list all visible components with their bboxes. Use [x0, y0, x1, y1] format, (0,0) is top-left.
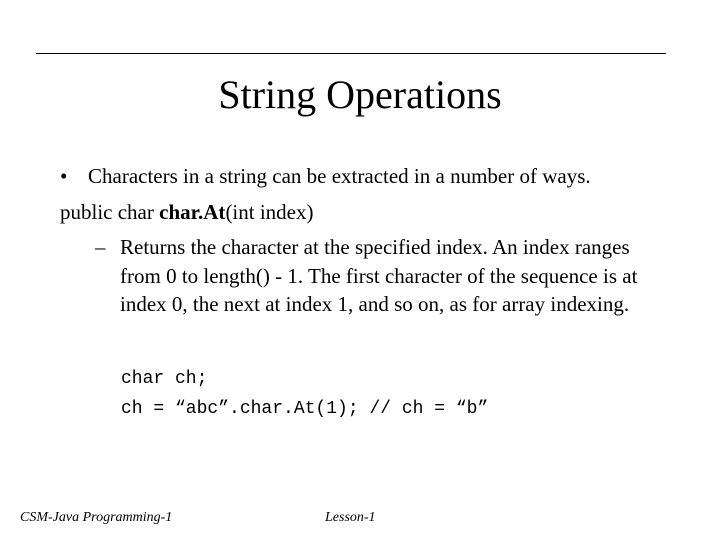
code-example: [121, 364, 488, 424]
sub-bullet-text: Returns the character at the specified index. An index ranges from 0 to length() - 1. The first character of the sequence is at index 0, the next at index 1, and so on, as for array indexing.: [120, 235, 638, 316]
sub-bullet-marker: –: [95, 235, 106, 259]
bullet-item: [60, 162, 591, 190]
footer-lesson: Lesson-1: [325, 510, 376, 525]
code-line-2: ch = “abc”.char.At(1); // ch = “b”: [121, 399, 489, 419]
top-divider: [36, 53, 666, 54]
method-prefix: public char: [60, 200, 160, 224]
slide-title: String Operations: [218, 72, 502, 117]
method-name: char.At: [159, 200, 226, 224]
code-line-1: char ch;: [121, 369, 208, 389]
footer-course: CSM-Java Programming-1: [20, 510, 173, 525]
bullet-marker: •: [60, 164, 68, 188]
method-suffix: (int index): [225, 200, 314, 224]
sub-bullet-item: [95, 233, 675, 319]
method-signature: [60, 198, 314, 226]
bullet-text: Characters in a string can be extracted in a number of ways.: [88, 164, 591, 188]
